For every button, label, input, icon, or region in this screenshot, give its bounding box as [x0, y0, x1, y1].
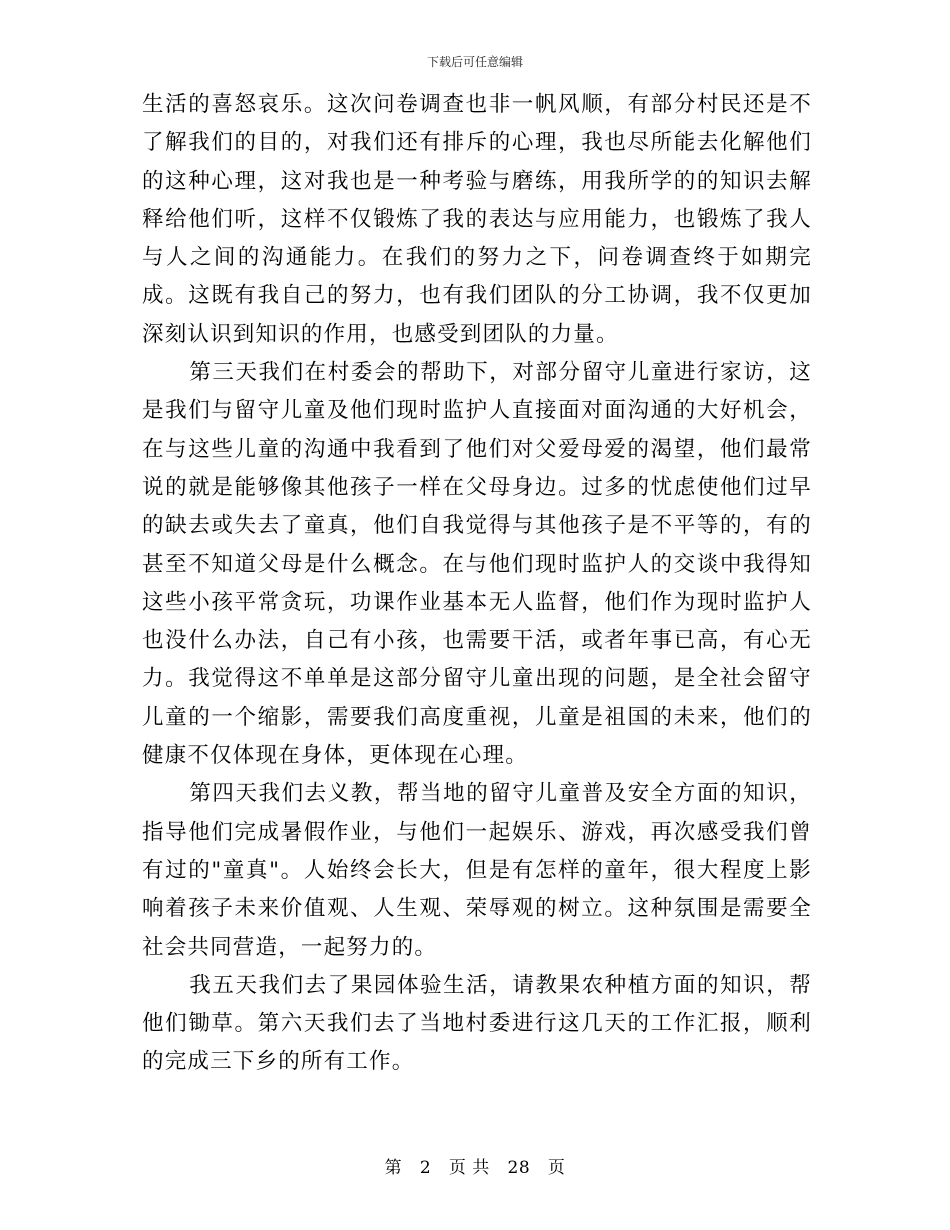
- document-body: [142, 86, 812, 1082]
- footer-suffix: 页: [547, 1158, 566, 1178]
- page-header: [0, 55, 950, 69]
- page-number: 2: [419, 1158, 432, 1178]
- total-pages: 28: [507, 1158, 531, 1178]
- footer-prefix: 第: [384, 1158, 403, 1178]
- page-footer: [0, 1158, 950, 1178]
- paragraph: 我五天我们去了果园体验生活，请教果农种植方面的知识，帮他们锄草。第六天我们去了当地村委进行这几天的工作汇报，顺利的完成三下乡的所有工作。: [142, 972, 812, 1075]
- footer-middle: 页 共: [448, 1158, 490, 1178]
- paragraph: 生活的喜怒哀乐。这次问卷调查也非一帆风顺，有部分村民还是不了解我们的目的，对我们还有排斥的心理，我也尽所能去化解他们的这种心理，这对我也是一种考验与磨练，用我所学的的知识去解释给他们听，这样不仅锻炼了我的表达与应用能力，也锻炼了我人与人之间的沟通能力。在我们的努力之下，问卷调查终于如期完成。这既有我自己的努力，也有我们团队的分工协调，我不仅更加深刻认识到知识的作用，也感受到团队的力量。: [142, 92, 812, 347]
- paragraph: 第四天我们去义教，帮当地的留守儿童普及安全方面的知识，指导他们完成暑假作业，与他们一起娱乐、游戏，再次感受我们曾有过的"童真"。人始终会长大，但是有怎样的童年，很大程度上影响着孩子未来价值观、人生观、荣辱观的树立。这种氛围是需要全社会共同营造，一起努力的。: [142, 781, 812, 960]
- paragraph: 第三天我们在村委会的帮助下，对部分留守儿童进行家访，这是我们与留守儿童及他们现时监护人直接面对面沟通的大好机会，在与这些儿童的沟通中我看到了他们对父爱母爱的渴望，他们最常说的就是能够像其他孩子一样在父母身边。过多的忧虑使他们过早的缺去或失去了童真，他们自我觉得与其他孩子是不平等的，有的甚至不知道父母是什么概念。在与他们现时监护人的交谈中我得知这些小孩平常贪玩，功课作业基本无人监督，他们作为现时监护人也没什么办法，自己有小孩，也需要干活，或者年事已高，有心无力。我觉得这不单单是这部分留守儿童出现的问题，是全社会留守儿童的一个缩影，需要我们高度重视，儿童是祖国的未来，他们的健康不仅体现在身体，更体现在心理。: [142, 360, 812, 769]
- header-text: 下载后可任意编辑: [426, 55, 523, 69]
